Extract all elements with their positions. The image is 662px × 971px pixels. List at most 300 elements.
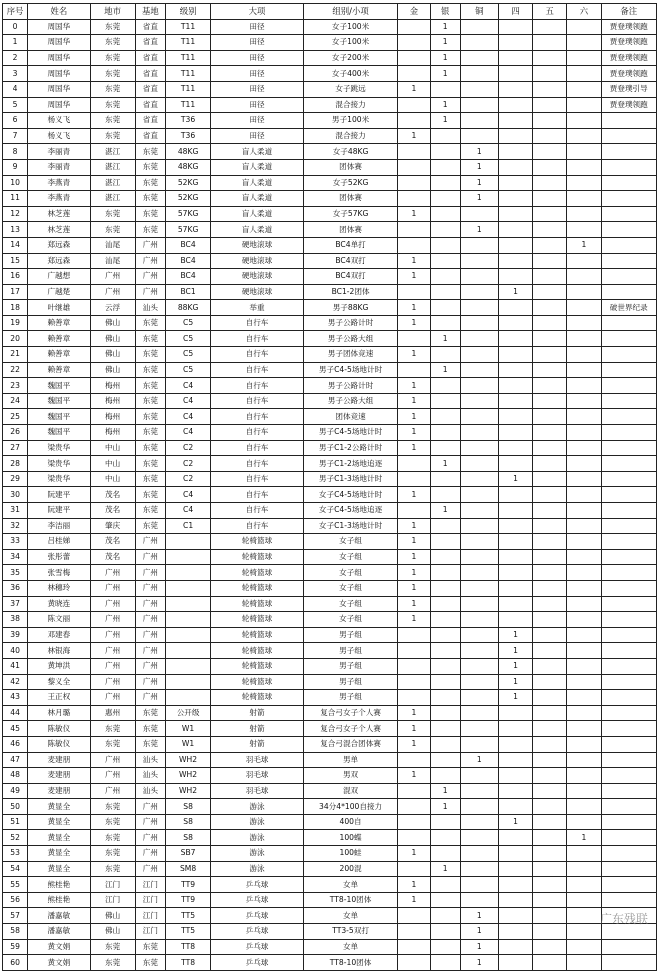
- header-sport: 大项: [211, 4, 304, 20]
- table-row: [3, 503, 657, 519]
- cell-event: BC4单打: [303, 237, 398, 253]
- cell-bronze: [460, 362, 498, 378]
- cell-bronze: [460, 97, 498, 113]
- cell-event: 200混: [303, 861, 398, 877]
- cell-city: 东莞: [90, 830, 135, 846]
- cell-sport: 田径: [211, 35, 304, 51]
- cell-remarks: [601, 456, 656, 472]
- cell-sport: 轮椅篮球: [211, 565, 304, 581]
- cell-seq: 28: [3, 456, 28, 472]
- cell-sixth: [567, 534, 601, 550]
- cell-base: 东莞: [135, 705, 165, 721]
- cell-event: 女子C4-5场地计时: [303, 487, 398, 503]
- cell-base: 广州: [135, 830, 165, 846]
- cell-event: TT3-5双打: [303, 924, 398, 940]
- cell-name: 熊桂艳: [28, 892, 90, 908]
- cell-base: 省直: [135, 50, 165, 66]
- cell-gold: [398, 955, 430, 971]
- cell-bronze: [460, 393, 498, 409]
- cell-silver: [430, 284, 460, 300]
- table-row: [3, 222, 657, 238]
- cell-fourth: [498, 799, 532, 815]
- cell-remarks: [601, 347, 656, 363]
- cell-base: 东莞: [135, 440, 165, 456]
- cell-city: 佛山: [90, 362, 135, 378]
- cell-fifth: [533, 66, 567, 82]
- cell-class: W1: [165, 721, 210, 737]
- cell-class: C4: [165, 393, 210, 409]
- cell-remarks: [601, 721, 656, 737]
- cell-bronze: 1: [460, 955, 498, 971]
- cell-class: C5: [165, 362, 210, 378]
- cell-class: [165, 565, 210, 581]
- cell-fourth: [498, 393, 532, 409]
- cell-fifth: [533, 159, 567, 175]
- cell-sixth: [567, 97, 601, 113]
- table-row: [3, 206, 657, 222]
- cell-fourth: [498, 596, 532, 612]
- table-row: [3, 393, 657, 409]
- cell-city: 广州: [90, 768, 135, 784]
- cell-sport: 硬地滚球: [211, 269, 304, 285]
- cell-fourth: 1: [498, 284, 532, 300]
- cell-fourth: [498, 191, 532, 207]
- cell-remarks: [601, 846, 656, 862]
- cell-sixth: [567, 284, 601, 300]
- cell-base: 东莞: [135, 456, 165, 472]
- cell-seq: 38: [3, 612, 28, 628]
- cell-base: 汕头: [135, 783, 165, 799]
- cell-fifth: [533, 534, 567, 550]
- cell-base: 广州: [135, 549, 165, 565]
- cell-gold: 1: [398, 81, 430, 97]
- cell-seq: 49: [3, 783, 28, 799]
- cell-bronze: [460, 487, 498, 503]
- cell-sixth: [567, 253, 601, 269]
- cell-event: TT8-10团体: [303, 892, 398, 908]
- cell-remarks: [601, 362, 656, 378]
- cell-bronze: 1: [460, 908, 498, 924]
- cell-fourth: [498, 113, 532, 129]
- cell-event: BC1-2团体: [303, 284, 398, 300]
- cell-silver: [430, 253, 460, 269]
- cell-bronze: [460, 237, 498, 253]
- cell-bronze: [460, 596, 498, 612]
- cell-name: 梁贵华: [28, 440, 90, 456]
- cell-silver: [430, 487, 460, 503]
- cell-remarks: [601, 690, 656, 706]
- cell-remarks: [601, 487, 656, 503]
- cell-fourth: [498, 50, 532, 66]
- cell-sport: 自行车: [211, 409, 304, 425]
- cell-class: C2: [165, 471, 210, 487]
- cell-seq: 21: [3, 347, 28, 363]
- cell-fourth: [498, 128, 532, 144]
- cell-event: 混合接力: [303, 128, 398, 144]
- cell-city: 东莞: [90, 799, 135, 815]
- cell-fourth: 1: [498, 627, 532, 643]
- table-row: [3, 159, 657, 175]
- cell-gold: 1: [398, 580, 430, 596]
- cell-silver: [430, 814, 460, 830]
- cell-event: 400自: [303, 814, 398, 830]
- cell-silver: 1: [430, 456, 460, 472]
- cell-silver: 1: [430, 35, 460, 51]
- cell-fifth: [533, 503, 567, 519]
- cell-remarks: [601, 783, 656, 799]
- cell-event: 男子组: [303, 627, 398, 643]
- cell-base: 东莞: [135, 721, 165, 737]
- table-row: [3, 612, 657, 628]
- cell-event: 男子公路大组: [303, 393, 398, 409]
- cell-silver: [430, 237, 460, 253]
- cell-fifth: [533, 939, 567, 955]
- cell-bronze: [460, 378, 498, 394]
- cell-base: 汕头: [135, 768, 165, 784]
- cell-remarks: [601, 222, 656, 238]
- cell-sixth: [567, 674, 601, 690]
- cell-silver: 1: [430, 783, 460, 799]
- cell-bronze: [460, 690, 498, 706]
- cell-remarks: [601, 409, 656, 425]
- cell-sport: 自行车: [211, 440, 304, 456]
- cell-class: 88KG: [165, 300, 210, 316]
- cell-fifth: [533, 206, 567, 222]
- cell-fifth: [533, 580, 567, 596]
- cell-city: 东莞: [90, 721, 135, 737]
- cell-fifth: [533, 222, 567, 238]
- cell-class: T36: [165, 113, 210, 129]
- cell-fifth: [533, 409, 567, 425]
- cell-remarks: [601, 331, 656, 347]
- cell-fifth: [533, 440, 567, 456]
- cell-sixth: [567, 191, 601, 207]
- cell-name: 黎义全: [28, 674, 90, 690]
- table-row: [3, 846, 657, 862]
- cell-class: C1: [165, 518, 210, 534]
- cell-sixth: [567, 503, 601, 519]
- cell-fifth: [533, 144, 567, 160]
- cell-fourth: [498, 830, 532, 846]
- cell-remarks: [601, 128, 656, 144]
- cell-city: 东莞: [90, 955, 135, 971]
- cell-gold: [398, 331, 430, 347]
- table-row: [3, 66, 657, 82]
- cell-city: 东莞: [90, 66, 135, 82]
- cell-silver: [430, 690, 460, 706]
- cell-fifth: [533, 658, 567, 674]
- cell-event: 男子C4-5场地计时: [303, 362, 398, 378]
- cell-sport: 乒乓球: [211, 924, 304, 940]
- cell-fifth: [533, 128, 567, 144]
- cell-remarks: [601, 752, 656, 768]
- cell-city: 广州: [90, 643, 135, 659]
- cell-event: TT8-10团体: [303, 955, 398, 971]
- cell-remarks: [601, 237, 656, 253]
- cell-silver: [430, 206, 460, 222]
- cell-sixth: [567, 347, 601, 363]
- cell-event: 复合弓混合团体赛: [303, 736, 398, 752]
- cell-name: 李丽青: [28, 144, 90, 160]
- cell-seq: 53: [3, 846, 28, 862]
- cell-sixth: 1: [567, 237, 601, 253]
- cell-event: 男子100米: [303, 113, 398, 129]
- table-row: [3, 440, 657, 456]
- cell-bronze: [460, 565, 498, 581]
- cell-fifth: [533, 347, 567, 363]
- cell-fourth: [498, 939, 532, 955]
- cell-fourth: [498, 612, 532, 628]
- cell-seq: 19: [3, 315, 28, 331]
- cell-bronze: [460, 456, 498, 472]
- cell-event: 团体赛: [303, 191, 398, 207]
- cell-fourth: [498, 752, 532, 768]
- cell-bronze: [460, 347, 498, 363]
- cell-class: C5: [165, 347, 210, 363]
- cell-sport: 射箭: [211, 721, 304, 737]
- cell-silver: [430, 300, 460, 316]
- cell-seq: 25: [3, 409, 28, 425]
- cell-name: 黄晓连: [28, 596, 90, 612]
- cell-name: 王正权: [28, 690, 90, 706]
- cell-fifth: [533, 565, 567, 581]
- cell-gold: [398, 97, 430, 113]
- cell-sport: 自行车: [211, 518, 304, 534]
- cell-event: 女子200米: [303, 50, 398, 66]
- cell-city: 佛山: [90, 347, 135, 363]
- cell-fifth: [533, 393, 567, 409]
- table-row: [3, 627, 657, 643]
- cell-fifth: [533, 892, 567, 908]
- cell-sport: 轮椅篮球: [211, 627, 304, 643]
- cell-fifth: [533, 425, 567, 441]
- cell-bronze: [460, 503, 498, 519]
- cell-gold: [398, 50, 430, 66]
- table-row: [3, 861, 657, 877]
- cell-seq: 13: [3, 222, 28, 238]
- cell-fourth: 1: [498, 658, 532, 674]
- cell-silver: [430, 830, 460, 846]
- cell-class: WH2: [165, 783, 210, 799]
- cell-base: 东莞: [135, 362, 165, 378]
- cell-fourth: [498, 97, 532, 113]
- cell-bronze: [460, 315, 498, 331]
- cell-base: 广州: [135, 269, 165, 285]
- cell-sport: 盲人柔道: [211, 175, 304, 191]
- cell-city: 中山: [90, 456, 135, 472]
- cell-seq: 3: [3, 66, 28, 82]
- cell-class: 57KG: [165, 222, 210, 238]
- cell-sixth: [567, 81, 601, 97]
- cell-gold: [398, 159, 430, 175]
- cell-city: 东莞: [90, 846, 135, 862]
- cell-base: 省直: [135, 81, 165, 97]
- cell-city: 茂名: [90, 487, 135, 503]
- cell-name: 李燕青: [28, 191, 90, 207]
- cell-bronze: [460, 269, 498, 285]
- cell-bronze: 1: [460, 222, 498, 238]
- cell-name: 李燕青: [28, 175, 90, 191]
- cell-sixth: [567, 331, 601, 347]
- cell-class: [165, 690, 210, 706]
- cell-seq: 6: [3, 113, 28, 129]
- cell-sixth: [567, 643, 601, 659]
- cell-fourth: [498, 331, 532, 347]
- cell-seq: 1: [3, 35, 28, 51]
- cell-fifth: [533, 19, 567, 35]
- cell-name: 广越楚: [28, 284, 90, 300]
- cell-sixth: [567, 877, 601, 893]
- cell-remarks: [601, 269, 656, 285]
- cell-name: 陈文丽: [28, 612, 90, 628]
- cell-name: 林穗玲: [28, 580, 90, 596]
- cell-gold: 1: [398, 721, 430, 737]
- cell-gold: 1: [398, 347, 430, 363]
- cell-silver: [430, 191, 460, 207]
- cell-base: 广州: [135, 690, 165, 706]
- header-seq: 序号: [3, 4, 28, 20]
- cell-base: 东莞: [135, 206, 165, 222]
- cell-fifth: [533, 113, 567, 129]
- table-row: [3, 518, 657, 534]
- cell-event: 男子公路大组: [303, 331, 398, 347]
- cell-name: 林芝莲: [28, 206, 90, 222]
- cell-name: 梁贵华: [28, 456, 90, 472]
- cell-silver: 1: [430, 331, 460, 347]
- cell-fourth: [498, 736, 532, 752]
- cell-seq: 20: [3, 331, 28, 347]
- header-row: [3, 4, 657, 20]
- cell-seq: 29: [3, 471, 28, 487]
- cell-gold: 1: [398, 409, 430, 425]
- cell-remarks: [601, 955, 656, 971]
- cell-sixth: [567, 908, 601, 924]
- cell-fourth: [498, 518, 532, 534]
- header-sixth: 六: [567, 4, 601, 20]
- cell-sport: 轮椅篮球: [211, 534, 304, 550]
- cell-fourth: [498, 206, 532, 222]
- cell-gold: [398, 66, 430, 82]
- table-row: [3, 892, 657, 908]
- cell-seq: 44: [3, 705, 28, 721]
- cell-silver: [430, 768, 460, 784]
- cell-sixth: [567, 690, 601, 706]
- cell-remarks: [601, 565, 656, 581]
- cell-event: 女单: [303, 908, 398, 924]
- cell-silver: [430, 128, 460, 144]
- cell-sixth: [567, 518, 601, 534]
- cell-bronze: [460, 518, 498, 534]
- cell-fourth: [498, 159, 532, 175]
- cell-sport: 自行车: [211, 362, 304, 378]
- cell-class: T11: [165, 19, 210, 35]
- cell-gold: 1: [398, 315, 430, 331]
- cell-name: 熊桂艳: [28, 877, 90, 893]
- table-row: [3, 35, 657, 51]
- cell-base: 省直: [135, 35, 165, 51]
- cell-bronze: [460, 128, 498, 144]
- cell-seq: 50: [3, 799, 28, 815]
- table-row: [3, 97, 657, 113]
- cell-name: 周国华: [28, 81, 90, 97]
- cell-base: 广州: [135, 799, 165, 815]
- cell-base: 省直: [135, 128, 165, 144]
- cell-silver: [430, 81, 460, 97]
- cell-name: 麦建朋: [28, 752, 90, 768]
- cell-gold: 1: [398, 549, 430, 565]
- cell-class: TT9: [165, 892, 210, 908]
- cell-sixth: [567, 50, 601, 66]
- cell-seq: 37: [3, 596, 28, 612]
- table-row: [3, 658, 657, 674]
- cell-gold: [398, 471, 430, 487]
- cell-fifth: [533, 846, 567, 862]
- cell-fourth: 1: [498, 814, 532, 830]
- cell-silver: [430, 144, 460, 160]
- cell-sport: 自行车: [211, 315, 304, 331]
- cell-sport: 盲人柔道: [211, 206, 304, 222]
- cell-fifth: [533, 814, 567, 830]
- cell-gold: [398, 861, 430, 877]
- table-row: [3, 347, 657, 363]
- cell-bronze: [460, 814, 498, 830]
- cell-base: 广州: [135, 627, 165, 643]
- cell-sixth: [567, 144, 601, 160]
- cell-remarks: [601, 612, 656, 628]
- cell-sixth: [567, 362, 601, 378]
- cell-class: C4: [165, 503, 210, 519]
- cell-fourth: [498, 908, 532, 924]
- cell-sport: 轮椅篮球: [211, 674, 304, 690]
- cell-fifth: [533, 284, 567, 300]
- cell-class: TT5: [165, 924, 210, 940]
- cell-city: 梅州: [90, 425, 135, 441]
- cell-name: 广越想: [28, 269, 90, 285]
- cell-city: 广州: [90, 783, 135, 799]
- cell-class: C4: [165, 409, 210, 425]
- cell-sport: 游泳: [211, 861, 304, 877]
- cell-seq: 26: [3, 425, 28, 441]
- cell-sixth: [567, 736, 601, 752]
- cell-gold: 1: [398, 518, 430, 534]
- cell-remarks: 贾登璞引导: [601, 81, 656, 97]
- cell-name: 周国华: [28, 35, 90, 51]
- cell-fifth: [533, 50, 567, 66]
- cell-name: 周国华: [28, 19, 90, 35]
- cell-seq: 23: [3, 378, 28, 394]
- cell-name: 赖善章: [28, 362, 90, 378]
- cell-seq: 15: [3, 253, 28, 269]
- cell-class: S8: [165, 830, 210, 846]
- cell-remarks: [601, 534, 656, 550]
- cell-base: 广州: [135, 565, 165, 581]
- cell-gold: 1: [398, 892, 430, 908]
- cell-gold: 1: [398, 705, 430, 721]
- cell-class: SB7: [165, 846, 210, 862]
- cell-fourth: [498, 175, 532, 191]
- cell-event: 女子C4-5场地追逐: [303, 503, 398, 519]
- cell-event: 复合弓女子个人赛: [303, 705, 398, 721]
- table-row: [3, 144, 657, 160]
- cell-sixth: [567, 565, 601, 581]
- cell-name: 林银海: [28, 643, 90, 659]
- cell-sixth: [567, 269, 601, 285]
- cell-name: 杨义飞: [28, 113, 90, 129]
- table-row: [3, 830, 657, 846]
- cell-base: 东莞: [135, 175, 165, 191]
- cell-base: 东莞: [135, 159, 165, 175]
- cell-class: T11: [165, 97, 210, 113]
